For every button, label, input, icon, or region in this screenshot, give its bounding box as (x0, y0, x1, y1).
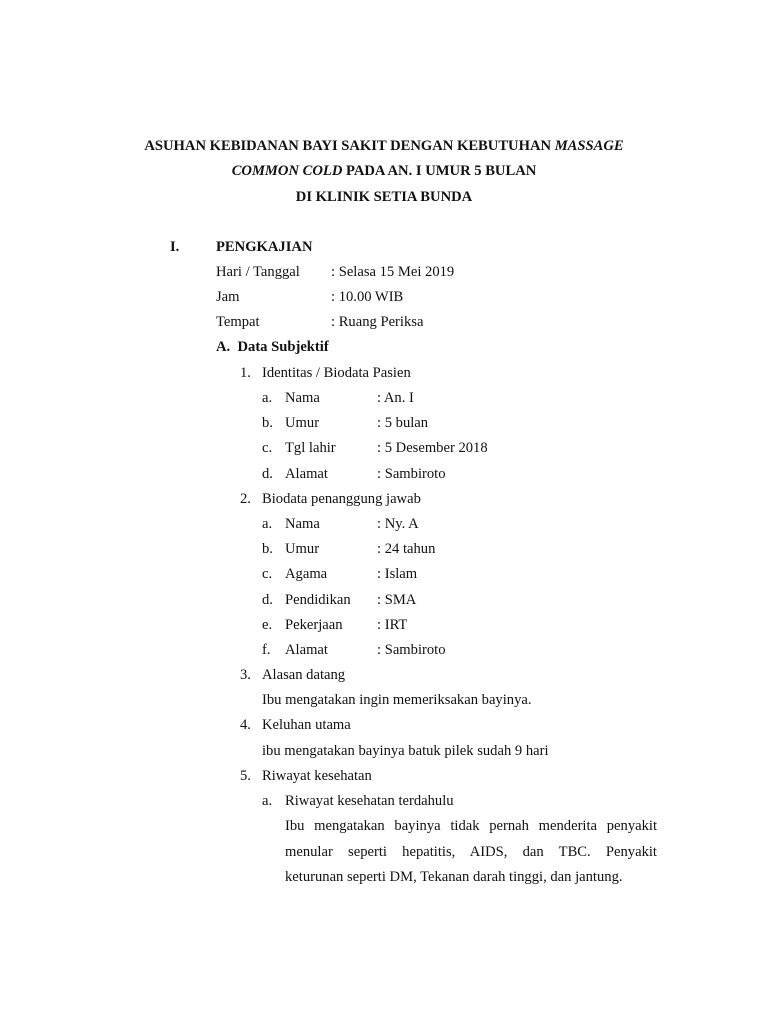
field-label: Nama (285, 390, 320, 406)
field-letter: f. (262, 642, 271, 658)
field-value: : 5 Desember 2018 (377, 440, 488, 456)
field-label: Riwayat kesehatan terdahulu (285, 793, 454, 809)
field-value: : Sambiroto (377, 642, 446, 658)
field-letter: a. (262, 390, 273, 406)
title-line-1 (0, 139, 768, 154)
field-value: : 5 bulan (377, 415, 429, 431)
field-letter: b. (262, 541, 273, 557)
field-letter: b. (262, 415, 273, 431)
field-value: : Islam (377, 566, 418, 582)
info-value: : 10.00 WIB (331, 289, 404, 305)
item-text: ibu mengatakan bayinya batuk pilek sudah 9 hari (262, 743, 549, 759)
field-label: Agama (285, 566, 328, 582)
field-letter: c. (262, 440, 273, 456)
item-number: 1. (240, 365, 251, 381)
field-letter: d. (262, 592, 273, 608)
field-value: : An. I (377, 390, 414, 406)
field-label: Pekerjaan (285, 617, 343, 633)
field-label: Nama (285, 516, 320, 532)
title-italic-text: MASSAGE (554, 138, 624, 154)
section-heading: PENGKAJIAN (216, 239, 313, 255)
field-label: Umur (285, 541, 320, 557)
info-value: : Ruang Periksa (331, 314, 424, 330)
item-label: Alasan datang (262, 667, 346, 683)
field-letter: a. (262, 516, 273, 532)
field-letter: c. (262, 566, 273, 582)
field-label: Tgl lahir (285, 440, 336, 456)
field-letter: a. (262, 793, 273, 809)
title-text: PADA AN. I UMUR 5 BULAN (342, 163, 537, 179)
item-number: 3. (240, 667, 251, 683)
section-number: I. (170, 239, 180, 255)
item-label: Keluhan utama (262, 717, 351, 733)
field-value: : IRT (377, 617, 408, 633)
title-italic-text: COMMON COLD (231, 163, 343, 179)
field-letter: e. (262, 617, 273, 633)
subsection-heading: A. Data Subjektif (216, 339, 329, 355)
item-label: Biodata penanggung jawab (262, 491, 421, 507)
item-number: 5. (240, 768, 251, 784)
title-line-3: DI KLINIK SETIA BUNDA (295, 189, 473, 205)
field-letter: d. (262, 466, 273, 482)
item-label: Identitas / Biodata Pasien (262, 365, 411, 381)
info-label: Hari / Tanggal (216, 264, 300, 280)
info-label: Jam (216, 289, 240, 305)
info-value: : Selasa 15 Mei 2019 (331, 264, 455, 280)
paragraph-line: keturunan seperti DM, Tekanan darah tinggi, dan jantung. (285, 869, 623, 885)
info-label: Tempat (216, 314, 260, 330)
field-value: : SMA (377, 592, 417, 608)
paragraph-line: Ibu mengatakan bayinya tidak pernah menderita penyakit (285, 818, 657, 834)
paragraph-line: menular seperti hepatitis, AIDS, dan TBC. Penyakit (285, 844, 657, 860)
title-text: ASUHAN KEBIDANAN BAYI SAKIT DENGAN KEBUTUHAN (144, 138, 555, 154)
title-line-2 (0, 164, 768, 179)
field-value: : Sambiroto (377, 466, 446, 482)
item-label: Riwayat kesehatan (262, 768, 372, 784)
field-label: Alamat (285, 466, 328, 482)
field-label: Alamat (285, 642, 328, 658)
field-value: : 24 tahun (377, 541, 436, 557)
field-value: : Ny. A (377, 516, 419, 532)
field-label: Pendidikan (285, 592, 351, 608)
field-label: Umur (285, 415, 320, 431)
item-number: 2. (240, 491, 251, 507)
item-text: Ibu mengatakan ingin memeriksakan bayinya. (262, 692, 532, 708)
item-number: 4. (240, 717, 251, 733)
